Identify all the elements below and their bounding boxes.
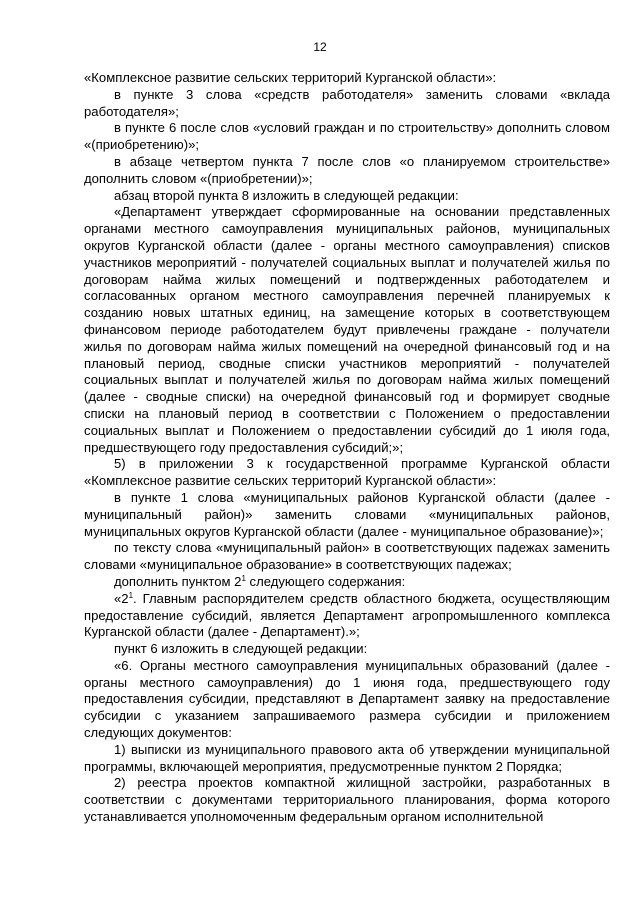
paragraph: абзац второй пункта 8 изложить в следующей редакции:	[114, 187, 459, 203]
paragraph	[84, 591, 610, 641]
paragraph: в пункте 6 после слов «условий граждан и по строительству» дополнить словом «(приобретению)»;	[84, 120, 610, 153]
paragraph: 1) выписки из муниципального правового акта об утверждении муниципальной программы, включающей мероприятия, предусмотренные пунктом 2 Порядка;	[84, 741, 610, 774]
paragraph-text: «2	[114, 590, 129, 606]
superscript: 1	[241, 573, 246, 583]
paragraph: 5) в приложении 3 к государственной программе Курганской области «Комплексное развитие сельских территорий Курганской области»:	[84, 456, 610, 489]
paragraph: по тексту слова «муниципальный район» в соответствующих падежах заменить словами «муниципальное образование» в соответствующих падежах;	[84, 540, 610, 573]
paragraph-text: . Главным распорядителем средств областного бюджета, осуществляющим предоставление субсидий, является Департамент агропромышленного комплекса Курганской области (далее - Департамент).»;	[84, 590, 610, 640]
paragraph: в абзаце четвертом пункта 7 после слов «о планируемом строительстве» дополнить словом «(приобретении)»;	[84, 153, 610, 186]
paragraph-text: дополнить пунктом 2	[114, 573, 242, 589]
paragraph: пункт 6 изложить в следующей редакции:	[114, 641, 368, 657]
paragraph: «6. Органы местного самоуправления муниципальных образований (далее - органы местного самоуправления) до 1 июня года, предшествующего году предоставления субсидии, представляют в Департамент заявку на предоставление субсидии с указанием запрашиваемого размера субсидии и приложением следующих документов:	[84, 657, 610, 741]
page-number: 12	[313, 40, 327, 54]
paragraph	[84, 574, 610, 591]
paragraph: в пункте 3 слова «средств работодателя» заменить словами «вклада работодателя»;	[84, 86, 610, 119]
paragraph-text: следующего содержания:	[245, 573, 406, 589]
paragraph: 2) реестра проектов компактной жилищной застройки, разработанных в соответствии с документами территориального планирования, форма которого устанавливается уполномоченным федеральным органом исполнительной	[84, 775, 610, 825]
paragraph: «Комплексное развитие сельских территорий Курганской области»:	[84, 70, 497, 85]
superscript: 1	[128, 590, 134, 600]
paragraph: в пункте 1 слова «муниципальных районов Курганской области (далее - муниципальный район)» заменить словами «муниципальных районов, муниципальных округов Курганской области (далее - муниципальное образование)»;	[84, 489, 610, 539]
document-body	[84, 70, 610, 826]
paragraph: «Департамент утверждает сформированные на основании представленных органами местного самоуправления муниципальных районов, муниципальных округов Курганской области (далее - органы местного самоуправления) списков участников мероприятий - получателей социальных выплат и получателей жилья по договорам найма жилых помещений и подтвержденных работодателем и согласованных органом местного самоуправления перечней планируемых к созданию новых штатных единиц, на замещение которых в соответствующем финансовом периоде работодателем будут привлечены граждане - получатели жилья по договорам найма жилых помещений на очередной финансовый год и на плановый период, сводные списки участников мероприятий - получателей социальных выплат и получателей жилья по договорам найма жилых помещений (далее - сводные списки) на очередной финансовый год и формирует сводные списки на плановый период в соответствии с Положением о предоставлении социальных выплат и Положением о предоставлении субсидий до 1 июля года, предшествующего году предоставления субсидий;»;	[84, 204, 610, 455]
